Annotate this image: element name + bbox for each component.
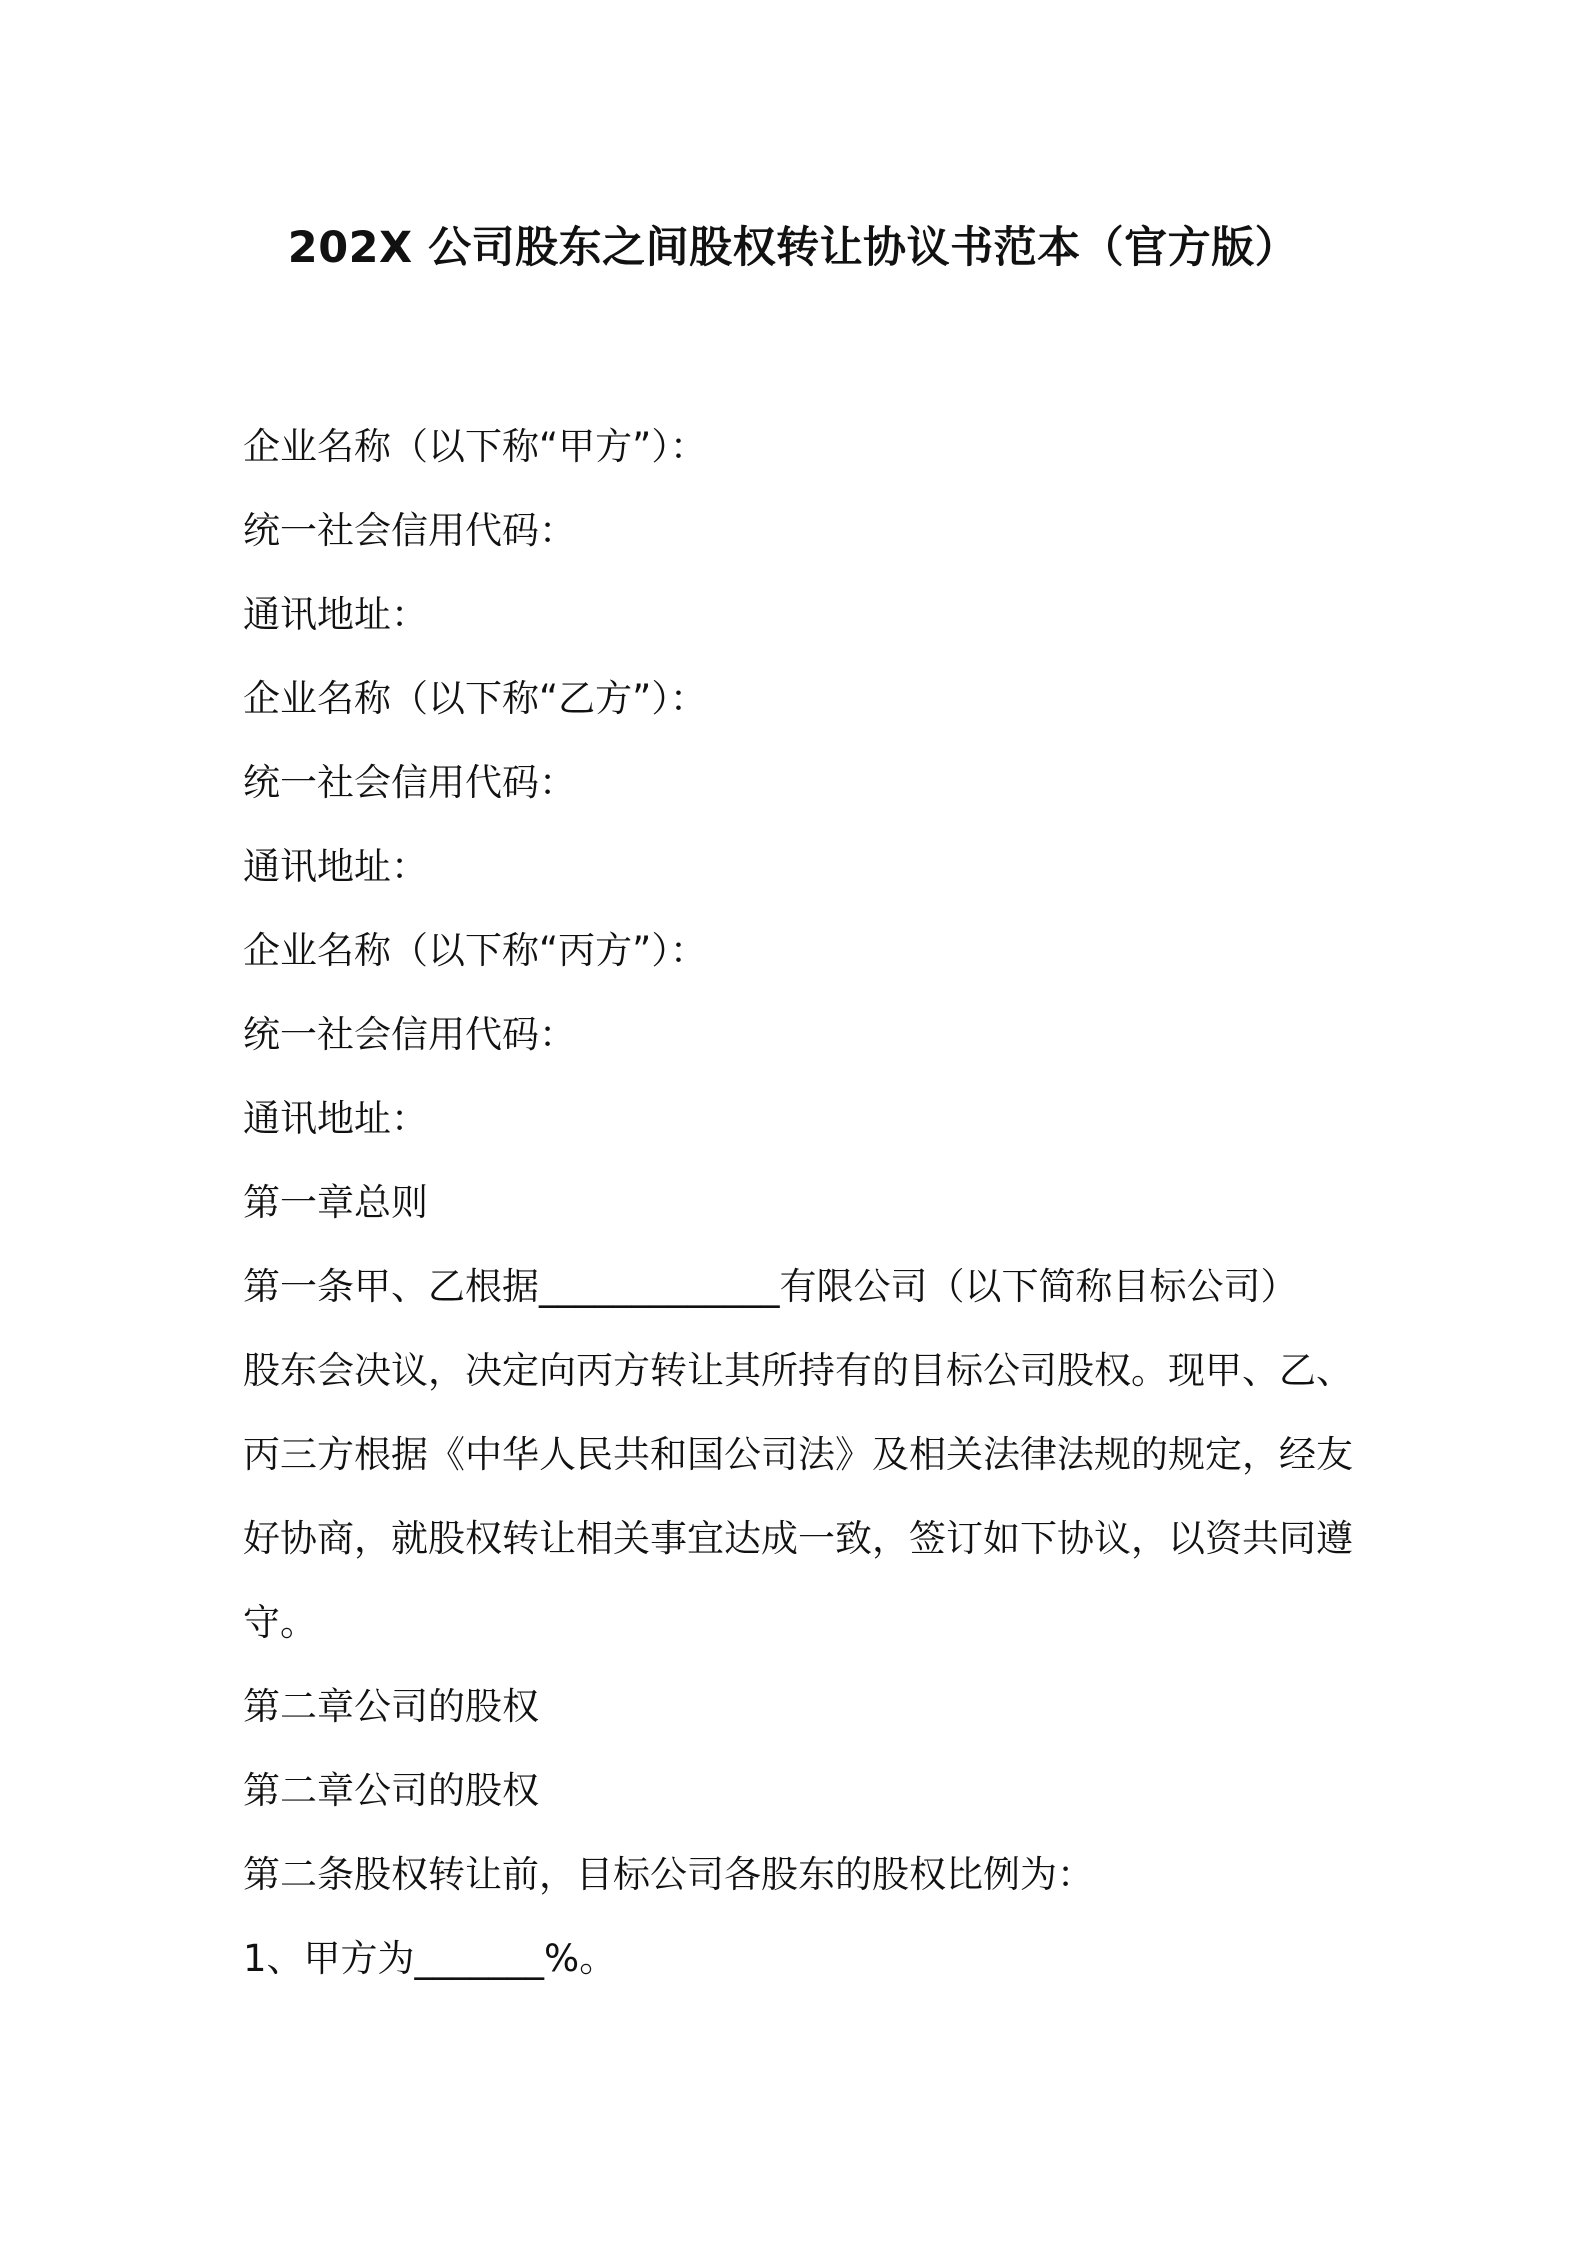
article-1-line-2: 股东会决议，决定向丙方转让其所持有的目标公司股权。现甲、乙、 xyxy=(243,1349,1353,1392)
party-c-address-line: 通讯地址： xyxy=(243,1097,428,1140)
party-b-name-line: 企业名称（以下称“乙方”）： xyxy=(243,677,707,720)
party-a-share-line: 1、甲方为_______%。 xyxy=(243,1937,617,1980)
party-a-address-line: 通讯地址： xyxy=(243,593,428,636)
party-c-name-line: 企业名称（以下称“丙方”）： xyxy=(243,929,707,972)
chapter-2-heading: 第二章公司的股权 xyxy=(243,1685,539,1728)
article-1-line-1: 第一条甲、乙根据_____________有限公司（以下简称目标公司） xyxy=(243,1265,1298,1308)
party-b-credit-code-line: 统一社会信用代码： xyxy=(243,761,576,804)
chapter-1-heading: 第一章总则 xyxy=(243,1181,428,1224)
article-1-line-5: 守。 xyxy=(243,1601,317,1644)
document-title: 202X 公司股东之间股权转让协议书范本（官方版） xyxy=(287,223,1299,273)
article-1-line-3: 丙三方根据《中华人民共和国公司法》及相关法律法规的规定，经友 xyxy=(243,1433,1353,1476)
chapter-2-heading-repeat: 第二章公司的股权 xyxy=(243,1769,539,1812)
document-body xyxy=(243,405,1363,2001)
party-b-address-line: 通讯地址： xyxy=(243,845,428,888)
party-c-credit-code-line: 统一社会信用代码： xyxy=(243,1013,576,1056)
article-1-line-4: 好协商，就股权转让相关事宜达成一致，签订如下协议，以资共同遵 xyxy=(243,1517,1353,1560)
party-a-name-line: 企业名称（以下称“甲方”）： xyxy=(243,425,707,468)
article-2-line: 第二条股权转让前，目标公司各股东的股权比例为： xyxy=(243,1853,1094,1896)
party-a-credit-code-line: 统一社会信用代码： xyxy=(243,509,576,552)
